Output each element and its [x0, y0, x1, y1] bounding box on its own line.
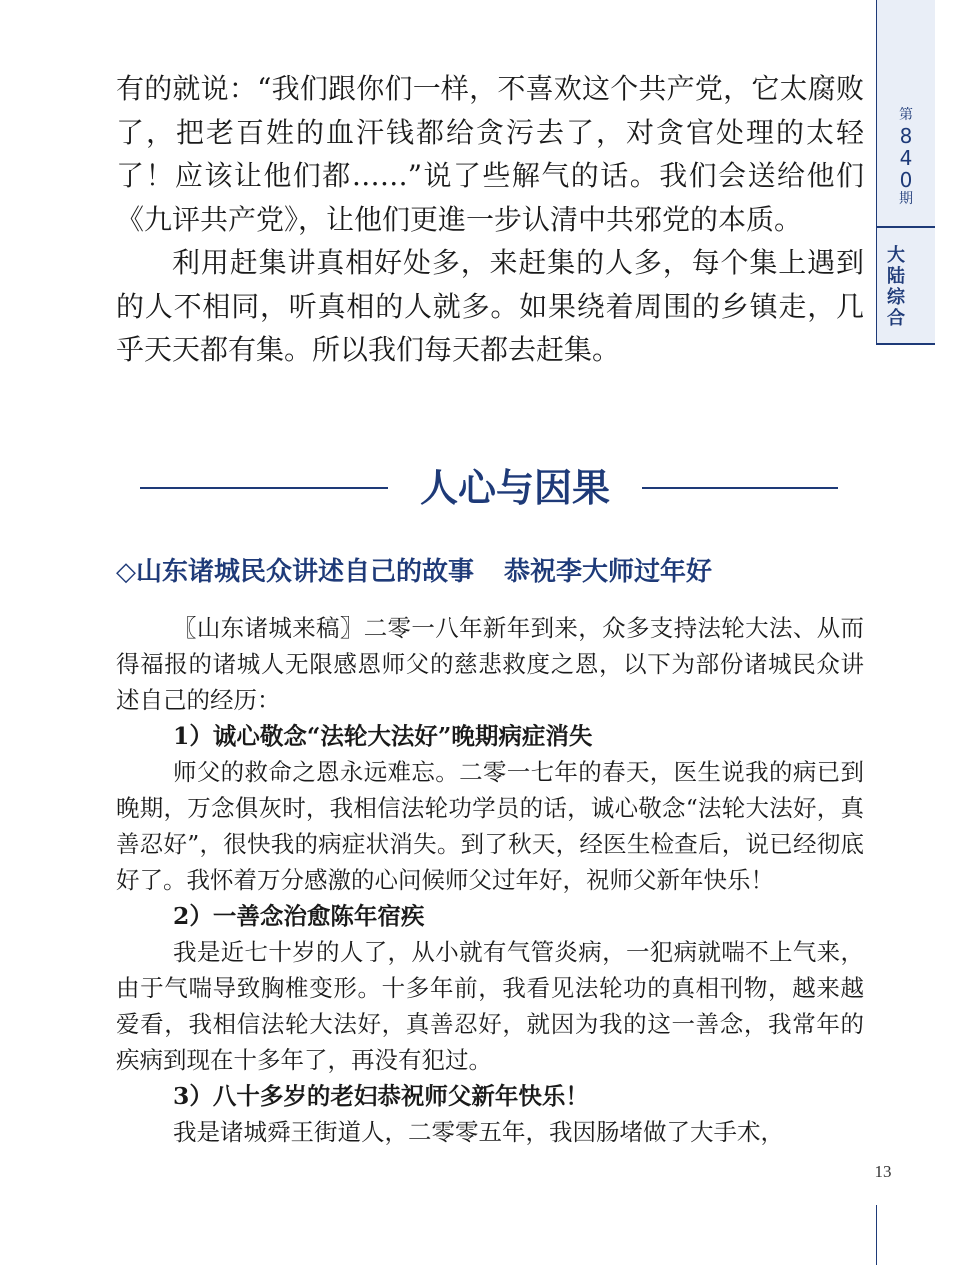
article-intro: 〖山东诸城来稿〗二零一八年新年到来，众多支持法轮大法、从而得福报的诸城人无限感恩师父的慈悲救度之恩，以下为部份诸城民众讲述自己的经历： — [116, 614, 864, 714]
issue-prefix: 第 — [899, 107, 913, 123]
section-title: 人心与因果 — [419, 466, 610, 510]
sidebar-divider — [877, 226, 935, 228]
article-title-main: ◇山东诸城民众讲述自己的故事 — [116, 557, 474, 587]
section-char: 合 — [887, 308, 905, 329]
page-number: 13 — [874, 1162, 892, 1181]
story-heading: 1）诚心敬念“法轮大法好”晚期病症消失 — [173, 722, 593, 750]
margin-rule — [876, 1205, 877, 1265]
story-heading: 3）八十多岁的老妇恭祝师父新年快乐！ — [173, 1082, 589, 1110]
heading-rule-left — [140, 487, 388, 489]
sidebar-bottom-rule — [877, 343, 935, 345]
issue-digit: 0 — [899, 168, 913, 192]
continued-paragraph-2: 利用赶集讲真相好处多，来赶集的人多，每个集上遇到的人不相同，听真相的人就多。如果绕着周围的乡镇走，几乎天天都有集。所以我们每天都去赶集。 — [116, 246, 864, 366]
section-char: 陆 — [887, 266, 905, 287]
issue-number — [877, 108, 935, 210]
story-heading: 2）一善念治愈陈年宿疾 — [173, 902, 425, 930]
article-title-greeting: 恭祝李大师过年好 — [504, 557, 713, 587]
section-char: 大 — [887, 245, 905, 266]
section-char: 综 — [887, 287, 905, 308]
heading-rule-right — [642, 487, 838, 489]
story-text: 我是近七十岁的人了，从小就有气管炎病，一犯病就喘不上气来，由于气喘导致胸椎变形。十多年前，我看见法轮功的真相刊物，越来越爱看，我相信法轮大法好，真善忍好，就因为我的这一善念，我常年的疾病到现在十多年了，再没有犯过。 — [116, 938, 864, 1074]
issue-digit: 4 — [899, 146, 913, 170]
story-text: 我是诸城舜王街道人，二零零五年，我因肠堵做了大手术， — [173, 1118, 784, 1146]
section-label — [877, 245, 915, 329]
story-text: 师父的救命之恩永远难忘。二零一七年的春天，医生说我的病已到晚期，万念俱灰时，我相信法轮功学员的话，诚心敬念“法轮大法好，真善忍好”，很快我的病症状消失。到了秋天，经医生检查后，说已经彻底好了。我怀着万分感激的心问候师父过年好，祝师父新年快乐！ — [116, 758, 864, 894]
issue-digit: 8 — [899, 124, 913, 148]
issue-suffix: 期 — [899, 191, 913, 207]
article-title — [116, 553, 864, 591]
continued-paragraph-1: 有的就说：“我们跟你们一样，不喜欢这个共产党，它太腐败了，把老百姓的血汗钱都给贪污去了，对贪官处理的太轻了！应该让他们都……”说了些解气的话。我们会送给他们《九评共产党》，让他们更進一步认清中共邪党的本质。 — [116, 72, 864, 236]
section-heading — [116, 458, 864, 518]
sidebar-tab — [876, 0, 935, 345]
